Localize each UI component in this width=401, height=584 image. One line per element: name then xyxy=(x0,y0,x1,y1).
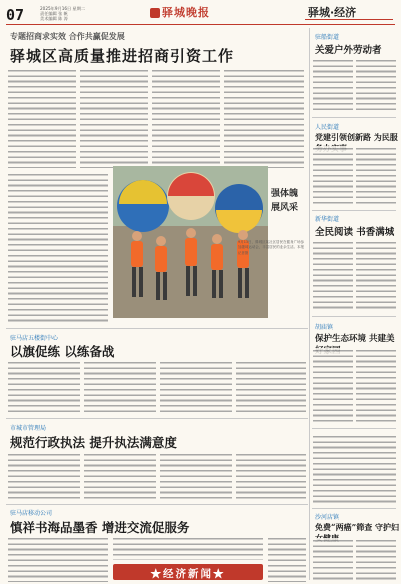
right-divider-5 xyxy=(312,508,396,509)
story3-kicker: 驻马店移动公司 xyxy=(10,510,53,517)
editor-line: 责任编辑 张 帆 xyxy=(40,11,68,16)
right5-body-col1 xyxy=(313,538,353,580)
story2-body-col3 xyxy=(160,452,232,500)
story1-kicker: 驻马店五楼街中心 xyxy=(10,335,59,342)
right2-kicker: 人民街道 xyxy=(315,124,340,131)
newspaper-logo-icon xyxy=(150,8,160,18)
right2-body-col1 xyxy=(313,146,353,204)
story2-headline: 规范行政执法 提升执法满意度 xyxy=(10,435,177,450)
story1-body-col1 xyxy=(8,360,80,414)
right4-kicker: 胡庙镇 xyxy=(315,324,334,331)
story1-body-col4 xyxy=(236,360,306,414)
right5-body-col2 xyxy=(356,538,396,580)
story1-body-col3 xyxy=(160,360,232,414)
story1-body-col2 xyxy=(84,360,156,414)
lead-body-col2 xyxy=(80,68,148,168)
page-number: 07 xyxy=(6,6,25,24)
right3-kicker: 新华街道 xyxy=(315,216,340,223)
right1-kicker: 驻船街道 xyxy=(315,34,340,41)
newspaper-masthead: 驿城晚报 xyxy=(162,6,210,19)
right3-headline: 全民阅读 书香满城 xyxy=(315,227,395,238)
right5-kicker: 沙河店镇 xyxy=(315,514,340,521)
story2-body-col4 xyxy=(236,452,306,500)
right4-headline: 保护生态环境 共建美 xyxy=(315,334,395,344)
photo-title xyxy=(271,187,301,215)
story3-headline: 慎祥书海品墨香 增进交流促服务 xyxy=(10,520,190,535)
photo-title-line1: 强体魄 xyxy=(271,189,299,199)
lead-body-col5 xyxy=(8,172,108,322)
right-divider-1 xyxy=(312,117,396,118)
right2-headline: 党建引领创新路 为民服 xyxy=(315,132,398,142)
section-banner-text: ★经济新闻★ xyxy=(150,568,226,580)
story2-kicker: 市城市管理局 xyxy=(10,425,47,432)
divider-3 xyxy=(6,504,308,505)
story2-body-col2 xyxy=(84,452,156,500)
story2-body-col1 xyxy=(8,452,80,500)
divider-2 xyxy=(6,418,308,419)
right-divider-2 xyxy=(312,210,396,211)
issue-date: 2025年9月16日 星期二 xyxy=(40,6,86,11)
right-divider-4 xyxy=(312,428,396,429)
story3-body-col2 xyxy=(268,536,306,582)
right-column-rule xyxy=(309,28,310,580)
lead-body-col3 xyxy=(152,68,220,168)
story3-body-col3 xyxy=(113,536,263,560)
right4-body-col2 xyxy=(356,348,396,422)
right-extra-body xyxy=(313,434,396,504)
lead-headline: 驿城区高质量推进招商引资工作 xyxy=(10,47,235,65)
story3-body-col1 xyxy=(8,536,108,582)
right4-body-col1 xyxy=(313,348,353,422)
section-name: 驿城·经济 xyxy=(308,6,357,19)
lead-body-col4 xyxy=(224,68,304,168)
lead-body-col1 xyxy=(8,68,76,168)
right2-body-col2 xyxy=(356,146,396,204)
right1-body-col1 xyxy=(313,58,353,112)
right3-body-col1 xyxy=(313,240,353,310)
right1-headline: 关爱户外劳动者 xyxy=(315,45,382,56)
right1-body-col2 xyxy=(356,58,396,112)
lead-kicker: 专题招商求实效 合作共赢促发展 xyxy=(10,32,125,41)
right5-headline: 免费“两癌”筛查 守护妇 xyxy=(315,522,399,532)
right-divider-3 xyxy=(312,316,396,317)
right3-body-col2 xyxy=(356,240,396,310)
photo-title-line2: 展风采 xyxy=(271,203,299,213)
designer-line: 美术编辑 陈 涛 xyxy=(40,16,68,21)
story1-headline: 以旗促练 以练备战 xyxy=(10,344,115,359)
issue-meta xyxy=(40,6,100,21)
header-rule xyxy=(6,24,395,25)
photo-caption: 9月13日，驿城区某社区居民在健身广场参加趣味运动会，丰富居民的业余生活。本报记者摄 xyxy=(238,240,304,255)
divider-1 xyxy=(6,328,308,329)
